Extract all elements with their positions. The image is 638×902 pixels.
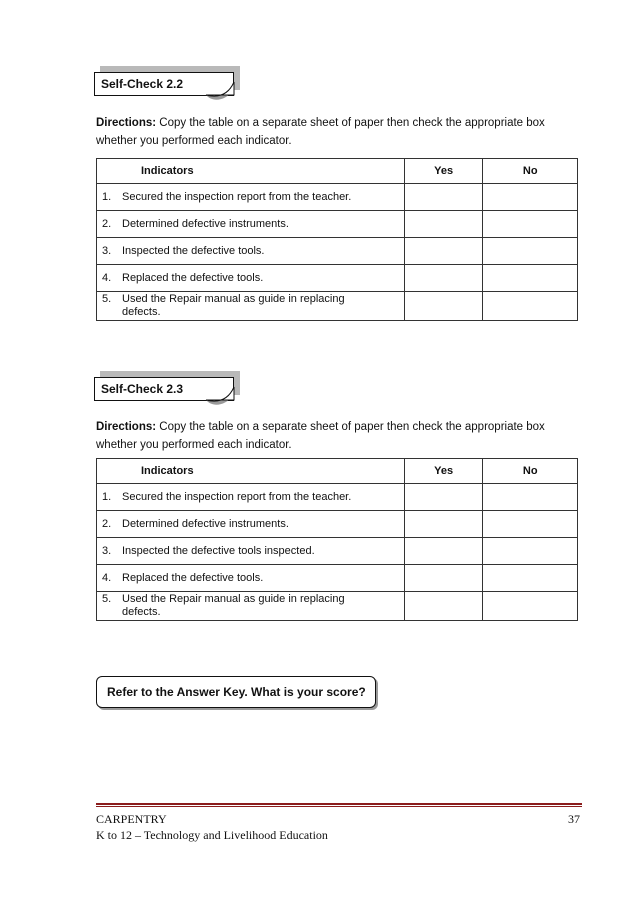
no-checkbox-cell[interactable] <box>483 592 578 621</box>
no-checkbox-cell[interactable] <box>483 211 578 238</box>
indicator-number: 4. <box>102 571 112 584</box>
table-row <box>97 292 578 321</box>
table-header-row <box>97 159 578 184</box>
table-row <box>97 484 578 511</box>
yes-checkbox-cell[interactable] <box>404 565 483 592</box>
yes-checkbox-cell[interactable] <box>404 211 483 238</box>
yes-checkbox-cell[interactable] <box>404 592 483 621</box>
indicator-cell <box>97 484 405 511</box>
directions-text-line2: whether you performed each indicator. <box>96 439 292 451</box>
indicator-cell <box>97 265 405 292</box>
indicator-number: 1. <box>102 490 112 503</box>
indicators-header: Indicators <box>97 459 405 484</box>
indicator-cell <box>97 238 405 265</box>
indicator-cell <box>97 511 405 538</box>
yes-checkbox-cell[interactable] <box>404 292 483 321</box>
indicator-number: 3. <box>102 244 112 257</box>
no-checkbox-cell[interactable] <box>483 265 578 292</box>
page-curl-icon <box>94 377 240 417</box>
table-row <box>97 565 578 592</box>
indicator-text: Inspected the defective tools. <box>122 244 265 257</box>
indicator-text: Determined defective instruments. <box>122 517 289 530</box>
self-check-title: Self-Check 2.3 <box>101 382 184 396</box>
indicator-text: Replaced the defective tools. <box>122 271 264 284</box>
indicator-number: 2. <box>102 217 112 230</box>
yes-checkbox-cell[interactable] <box>404 238 483 265</box>
indicator-number: 5. <box>102 293 112 305</box>
indicator-text: Inspected the defective tools inspected. <box>122 544 315 557</box>
directions-label: Directions: <box>96 421 157 433</box>
indicator-number: 3. <box>102 544 112 557</box>
indicator-number: 2. <box>102 517 112 530</box>
table-header-row <box>97 459 578 484</box>
yes-checkbox-cell[interactable] <box>404 484 483 511</box>
answer-key-prompt-box <box>96 676 376 708</box>
indicator-cell <box>97 538 405 565</box>
self-check-title: Self-Check 2.2 <box>101 77 184 91</box>
yes-checkbox-cell[interactable] <box>404 538 483 565</box>
directions-2-3 <box>96 418 576 454</box>
self-check-2-2-label-box <box>94 72 240 112</box>
indicator-cell <box>97 211 405 238</box>
indicator-number: 1. <box>102 190 112 203</box>
footer-divider <box>96 803 582 805</box>
indicators-table-2-3 <box>96 458 578 621</box>
yes-checkbox-cell[interactable] <box>404 184 483 211</box>
page-number: 37 <box>568 812 580 826</box>
no-header: No <box>483 459 578 484</box>
table-row <box>97 184 578 211</box>
no-checkbox-cell[interactable] <box>483 238 578 265</box>
indicator-cell <box>97 565 405 592</box>
indicators-table-2-2 <box>96 158 578 321</box>
yes-checkbox-cell[interactable] <box>404 511 483 538</box>
footer-divider-thin <box>96 806 582 807</box>
directions-text-line1: Copy the table on a separate sheet of paper then check the appropriate box <box>159 421 545 433</box>
table-row <box>97 538 578 565</box>
table-row <box>97 511 578 538</box>
page-curl-icon <box>94 72 240 112</box>
no-header: No <box>483 159 578 184</box>
indicator-number: 4. <box>102 271 112 284</box>
yes-header: Yes <box>404 459 483 484</box>
table-row <box>97 265 578 292</box>
indicator-text: Secured the inspection report from the teacher. <box>122 190 352 203</box>
no-checkbox-cell[interactable] <box>483 565 578 592</box>
directions-label: Directions: <box>96 117 157 129</box>
directions-text-line2: whether you performed each indicator. <box>96 135 292 147</box>
table-row <box>97 592 578 621</box>
directions-text-line1: Copy the table on a separate sheet of paper then check the appropriate box <box>159 117 545 129</box>
indicator-number: 5. <box>102 593 112 605</box>
indicator-text: Determined defective instruments. <box>122 217 289 230</box>
indicator-text: Used the Repair manual as guide in replacing defects. <box>122 593 345 618</box>
footer-course: K to 12 – Technology and Livelihood Education <box>96 828 328 842</box>
self-check-2-3-label-box <box>94 377 240 417</box>
footer-subject: CARPENTRY <box>96 812 167 826</box>
table-row <box>97 238 578 265</box>
no-checkbox-cell[interactable] <box>483 538 578 565</box>
indicator-text: Used the Repair manual as guide in replacing defects. <box>122 293 345 318</box>
answer-key-prompt: Refer to the Answer Key. What is your score? <box>107 685 366 699</box>
no-checkbox-cell[interactable] <box>483 292 578 321</box>
indicator-cell <box>97 592 405 621</box>
directions-2-2 <box>96 114 576 150</box>
indicator-cell <box>97 292 405 321</box>
indicators-header: Indicators <box>97 159 405 184</box>
indicator-cell <box>97 184 405 211</box>
indicator-text: Replaced the defective tools. <box>122 571 264 584</box>
indicator-text: Secured the inspection report from the teacher. <box>122 490 352 503</box>
no-checkbox-cell[interactable] <box>483 184 578 211</box>
yes-checkbox-cell[interactable] <box>404 265 483 292</box>
yes-header: Yes <box>404 159 483 184</box>
table-row <box>97 211 578 238</box>
no-checkbox-cell[interactable] <box>483 511 578 538</box>
no-checkbox-cell[interactable] <box>483 484 578 511</box>
